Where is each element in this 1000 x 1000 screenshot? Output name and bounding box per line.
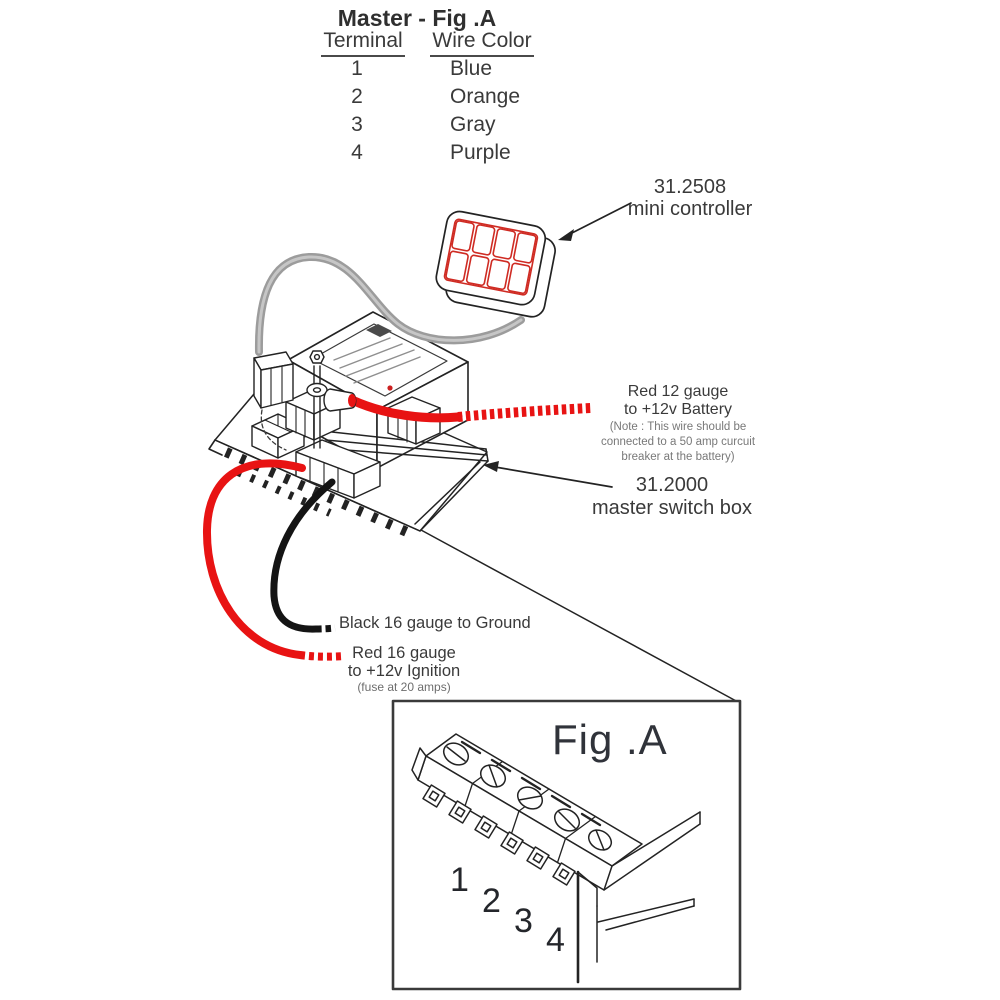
switch-box-label [578,474,766,520]
wire-color: Blue [450,57,493,80]
ground-wire-label: Black 16 gauge to Ground [339,614,531,632]
wire-color: Gray [450,113,496,136]
figure-a-terminal-2: 2 [482,882,501,920]
battery-wire-note: (Note : This wire should be connected to a 50 amp curcuit breaker at the battery) [600,421,756,464]
battery-wire-label: Red 12 gauge to +12v Battery [623,383,733,418]
mini-controller-name: mini controller [627,198,753,221]
terminal-number: 1 [351,57,363,80]
mini-controller-label [608,176,772,221]
figure-a-terminal-4: 4 [546,921,565,959]
switch-box-name: master switch box [591,497,753,519]
switch-box-part-number: 31.2000 [635,474,709,496]
ignition-wire-label: Red 16 gauge to +12v Ignition [347,644,461,681]
mini-controller-part-number: 31.2508 [653,176,727,198]
column-header-wire-color: Wire Color [425,29,539,57]
terminal-number: 4 [351,141,363,164]
mini-controller [432,209,559,319]
column-header-terminal: Terminal [315,29,411,57]
ignition-wire-note: (fuse at 20 amps) [357,680,451,694]
terminal-number: 3 [351,113,363,136]
table-row [330,57,560,83]
table-row [330,113,560,139]
table-row [330,85,560,111]
cable-connector [254,352,293,408]
table-title: Master - Fig .A [337,5,497,31]
table-row [330,141,560,167]
wire-color: Orange [450,85,521,108]
figure-a-terminal-3: 3 [514,902,533,940]
wire-color: Purple [450,141,511,164]
figure-a-terminal-1: 1 [450,861,469,899]
figure-a-title: Fig .A [552,716,668,763]
terminal-number: 2 [351,85,363,108]
